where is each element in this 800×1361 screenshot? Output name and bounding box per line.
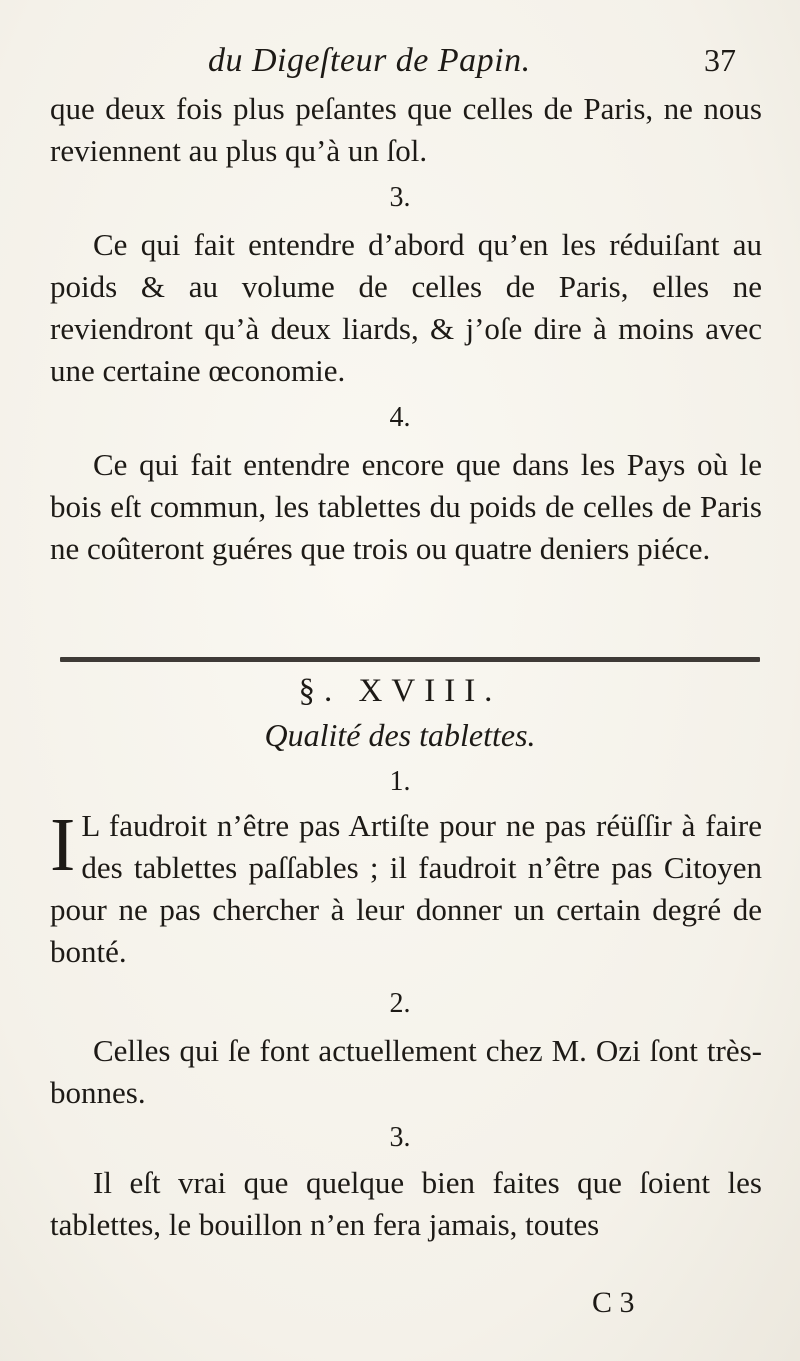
running-title: du Digeſteur de Papin.	[208, 42, 531, 79]
paragraph-4: Ce qui fait entendre encore que dans les Pays où le bois eſt commun, les tablettes du poids de celles de Paris ne coûteront guéres que trois ou quatre deniers piéce.	[50, 447, 762, 566]
page-header	[0, 42, 800, 90]
drop-cap: I	[50, 803, 76, 887]
section-paragraph-number-3: 3.	[389, 1122, 411, 1153]
section-subtitle: Qualité des tablettes.	[264, 717, 536, 753]
section-paragraph-3: Il eſt vrai que quelque bien faites que ſoient les tablettes, le bouillon n’en fera jamais, toutes	[50, 1165, 762, 1242]
paragraph-number-4: 4.	[389, 402, 411, 433]
section-paragraph-2: Celles qui ſe font actuellement chez M. Ozi ſont très-bonnes.	[50, 1033, 762, 1110]
paragraph-3: Ce qui fait entendre d’abord qu’en les réduiſant au poids & au volume de celles de Paris, elles ne reviendront qu’à deux liards, & j’oſe dire à moins avec une certaine œconomie.	[50, 227, 762, 388]
paragraph-continuation: que deux fois plus peſantes que celles de Paris, ne nous reviennent au plus qu’à un ſol.	[50, 91, 762, 168]
signature-mark: C 3	[592, 1286, 635, 1319]
section-paragraph-1-text: L faudroit n’être pas Artiſte pour ne pas réüſſir à faire des tablettes paſſables ; il faudroit n’être pas Citoyen pour ne pas chercher à leur donner un certain degré de bonté.	[50, 808, 762, 969]
paragraph-number-3: 3.	[389, 182, 411, 213]
section-paragraph-number-2: 2.	[389, 988, 411, 1019]
section-divider	[60, 657, 760, 662]
section-paragraph-number-1: 1.	[389, 766, 411, 797]
page-number: 37	[704, 42, 736, 78]
section-heading: §. XVIII.	[298, 673, 502, 709]
section-paragraph-1	[50, 805, 762, 973]
